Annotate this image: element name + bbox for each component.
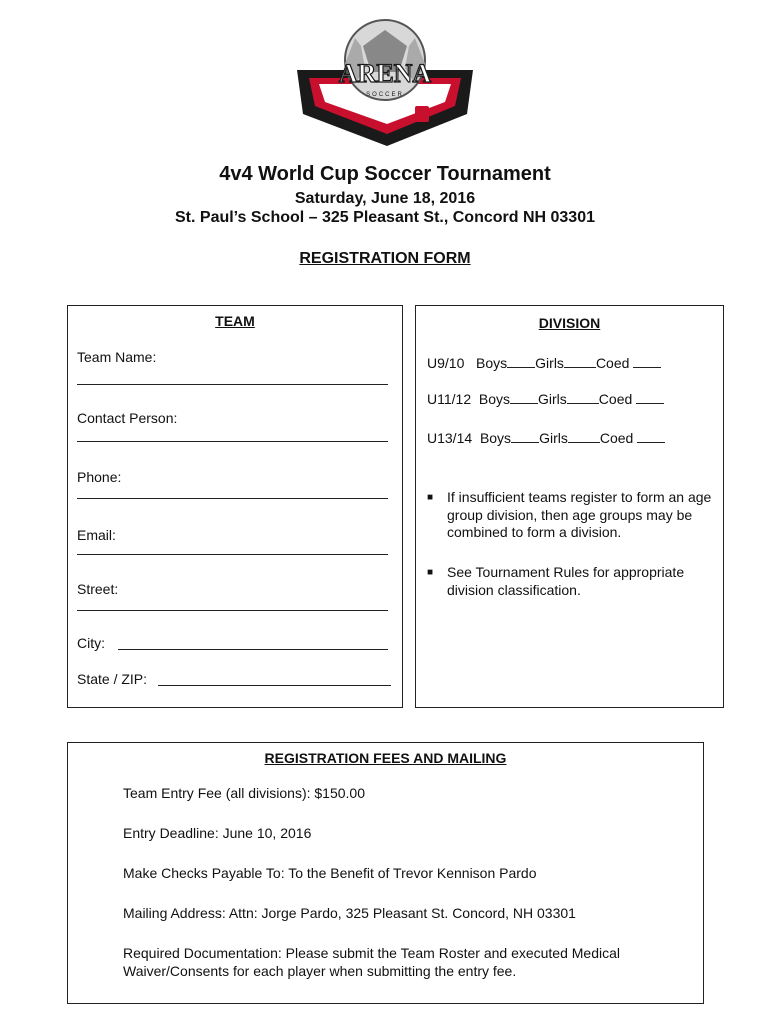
girls-blank[interactable] — [567, 392, 599, 404]
girls-blank[interactable] — [568, 431, 600, 443]
coed-blank[interactable] — [636, 392, 664, 404]
team-name-field[interactable] — [77, 384, 388, 385]
division-heading: DIVISION — [538, 315, 601, 331]
division-note-combine: ■ If insufficient teams register to form an age group division, then age groups may be combined to form a division. — [427, 489, 712, 540]
entry-deadline: Entry Deadline: June 10, 2016 — [123, 825, 312, 841]
entry-fee: Team Entry Fee (all divisions): $150.00 — [123, 785, 365, 801]
team-section — [67, 305, 403, 708]
phone-label: Phone: — [77, 469, 122, 485]
contact-person-label: Contact Person: — [77, 410, 178, 426]
tournament-location: St. Paul’s School – 325 Pleasant St., Concord NH 03301 — [175, 209, 595, 226]
age-label: U9/10 — [427, 355, 465, 371]
state-zip-label: State / ZIP: — [77, 671, 148, 687]
bullet-icon: ■ — [427, 567, 434, 578]
division-note-rules: ■ See Tournament Rules for appropriate division classification. — [427, 564, 685, 598]
form-title: REGISTRATION FORM — [299, 250, 471, 267]
bullet-icon: ■ — [427, 492, 434, 503]
division-row-u9: U9/10 Boys Girls Coed — [427, 355, 661, 371]
arena-soccer-logo — [295, 18, 475, 146]
division-row-u13: U13/14 Boys Girls Coed — [427, 430, 665, 446]
street-label: Street: — [77, 581, 119, 597]
tournament-title: 4v4 World Cup Soccer Tournament — [219, 163, 551, 185]
division-row-u11: U11/12 Boys Girls Coed — [427, 391, 664, 407]
age-label: U13/14 — [427, 430, 473, 446]
boys-blank[interactable] — [510, 392, 538, 404]
required-documentation: Required Documentation: Please submit the Team Roster and executed Medical Waiver/Consents for each player when submitting the entry fee. — [123, 945, 621, 979]
coed-blank[interactable] — [637, 431, 665, 443]
team-name-label: Team Name: — [77, 349, 157, 365]
girls-blank[interactable] — [564, 356, 596, 368]
street-field[interactable] — [77, 610, 388, 611]
phone-field[interactable] — [77, 498, 388, 499]
logo-wordmark: ARENA — [338, 59, 432, 88]
mailing-address: Mailing Address: Attn: Jorge Pardo, 325 Pleasant St. Concord, NH 03301 — [123, 905, 576, 921]
city-field[interactable] — [118, 649, 388, 650]
logo-subword: SOCCER — [366, 92, 404, 98]
boys-blank[interactable] — [511, 431, 539, 443]
email-field[interactable] — [77, 554, 388, 555]
state-zip-field[interactable] — [158, 685, 391, 686]
checks-payable: Make Checks Payable To: To the Benefit of Trevor Kennison Pardo — [123, 865, 537, 881]
boys-blank[interactable] — [507, 356, 535, 368]
email-label: Email: — [77, 527, 116, 543]
fees-heading: REGISTRATION FEES AND MAILING — [264, 750, 507, 766]
fees-section — [67, 742, 704, 1004]
contact-person-field[interactable] — [77, 441, 388, 442]
tournament-date: Saturday, June 18, 2016 — [294, 190, 476, 207]
age-label: U11/12 — [427, 391, 472, 407]
city-label: City: — [77, 635, 105, 651]
division-section — [415, 305, 724, 708]
coed-blank[interactable] — [633, 356, 661, 368]
team-heading: TEAM — [215, 313, 255, 329]
